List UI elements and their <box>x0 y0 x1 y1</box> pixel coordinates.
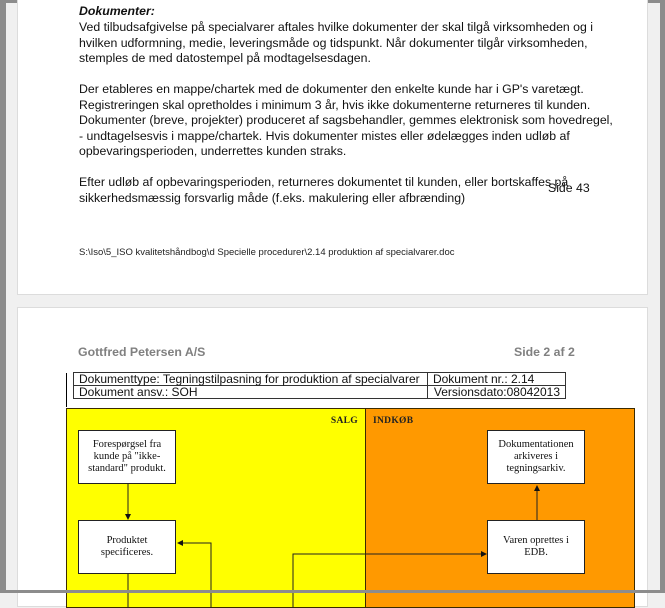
footer-file-path: S:\Iso\5_ISO kvalitetshåndbog\d Specielle procedurer\2.14 produktion af specialvarer.doc <box>79 247 455 258</box>
flow-box-text: Forespørgsel fra <box>92 439 162 450</box>
flow-box-text: tegningsarkiv. <box>506 463 566 474</box>
paragraph-2-line-4: - undtagelsesvis i mappe/chartek. Hvis dokumenter mistes eller ødelægges inden udløb af <box>79 128 570 143</box>
meta-row <box>74 373 566 386</box>
flow-box-text: Produktet <box>106 535 148 546</box>
flow-box-specify-product <box>78 520 176 574</box>
responsible-cell: Dokument ansv.: SOH <box>74 386 428 399</box>
flow-box-text: Varen oprettes i <box>503 535 569 546</box>
flow-box-create-item-edb <box>487 520 585 574</box>
paragraph-2-line-3: Dokumenter (breve, projekter) produceret af sagsbehandler, gemmes elektronisk som hovedregel, <box>79 113 613 127</box>
paragraph-2-line-1: Der etableres en mappe/chartek med de dokumenter den enkelte kunde har i GP's varetægt. <box>79 82 584 96</box>
flow-box-text: EDB. <box>524 547 548 558</box>
page-number: Side 43 <box>548 181 590 195</box>
document-meta-table <box>73 372 566 399</box>
flow-box-text: kunde på "ikke- <box>93 451 161 462</box>
doc-type-cell: Dokumenttype: Tegningstilpasning for produktion af specialvarer <box>74 373 428 386</box>
flow-box-inquiry <box>78 430 176 484</box>
window-frame-left <box>0 0 6 593</box>
version-date-cell: Versionsdato:08042013 <box>427 386 565 399</box>
company-name: Gottfred Petersen A/S <box>78 345 206 359</box>
paragraph-1-line-1: Ved tilbudsafgivelse på specialvarer aftales hvilke dokumenter der skal tilgå virksomheden og i <box>79 20 594 34</box>
flow-box-text: arkiveres i <box>513 451 558 462</box>
window-frame-right <box>660 0 665 593</box>
margin-line <box>66 373 67 407</box>
page-of-count: Side 2 af 2 <box>514 345 575 359</box>
paragraph-2-line-5: opbevaringsperioden, underrettes kunden straks. <box>79 144 347 158</box>
document-page-2 <box>17 307 648 607</box>
paragraph-2-line-2: Registreringen skal opretholdes i minimum 3 år, hvis ikke dokumenterne returneres til kunden. <box>79 97 591 112</box>
paragraph-3-line-1: Efter udløb af opbevaringsperioden, returneres dokumentet til kunden, eller bortskaffes på <box>79 175 569 189</box>
meta-row <box>74 386 566 399</box>
document-page-1 <box>17 0 648 295</box>
flow-box-text: standard" produkt. <box>88 463 166 474</box>
section-heading: Dokumenter: <box>79 4 155 18</box>
paragraph-3-line-2: sikkerhedsmæssig forsvarlig måde (f.eks. makulering eller afbrænding) <box>79 190 466 205</box>
flow-box-text: Dokumentationen <box>498 439 574 450</box>
doc-number-cell: Dokument nr.: 2.14 <box>427 373 565 386</box>
lane-label-salg: SALG <box>330 416 358 426</box>
flow-box-text: specificeres. <box>100 547 154 558</box>
lane-label-indkob: INDKØB <box>373 416 414 426</box>
flow-box-archive-documentation <box>487 430 585 484</box>
paragraph-1-line-2: hvilken udformning, medie, leveringsmåde og tidspunkt. Når dokumenter tilgår virksomheden, <box>79 35 588 50</box>
paragraph-1-line-3: stemples de med datostempel på modtagelsesdagen. <box>79 51 371 65</box>
